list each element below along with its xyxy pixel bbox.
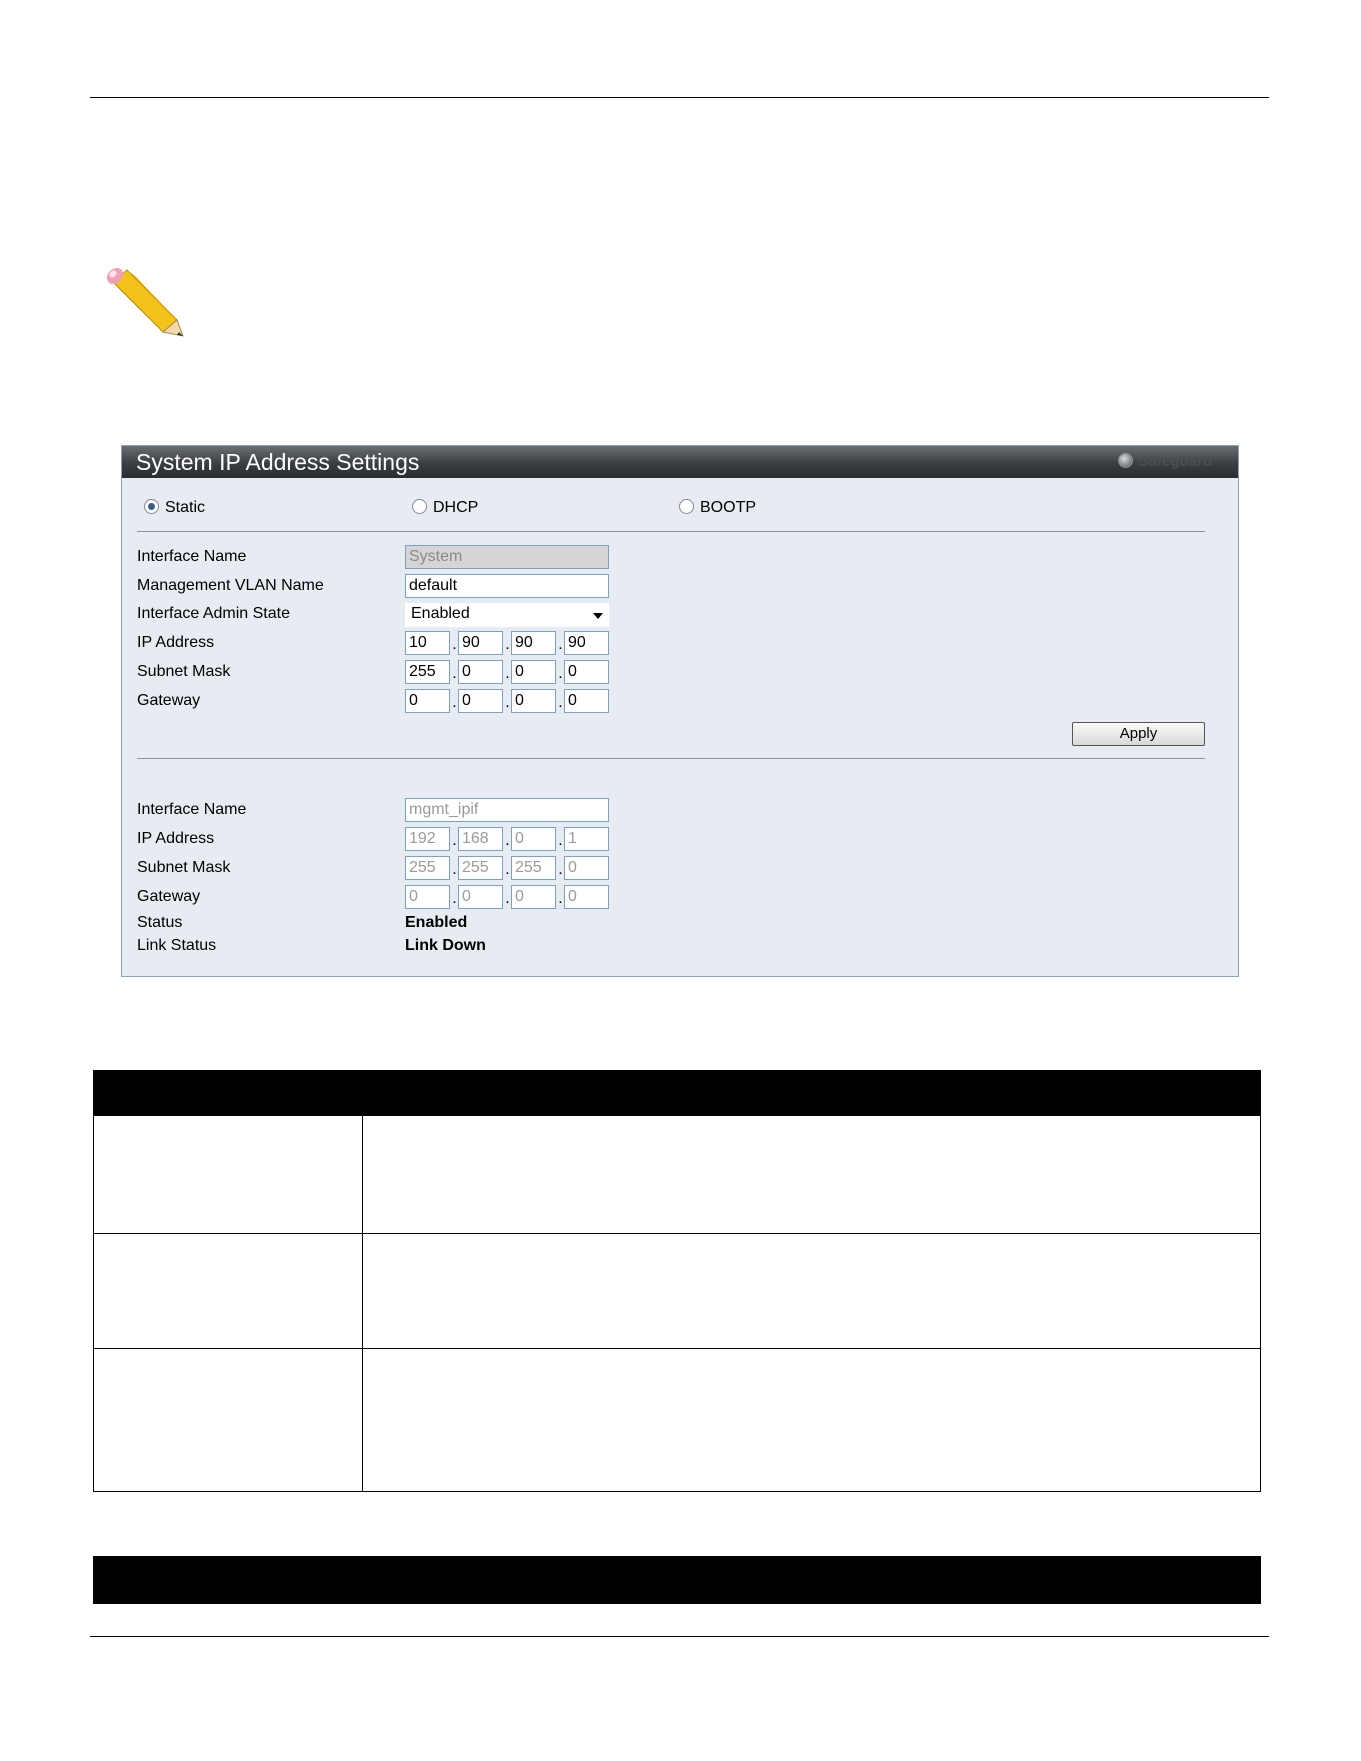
dot-sep: . <box>558 890 563 907</box>
mask-octet-2[interactable]: 0 <box>458 660 503 684</box>
mgmt-link-status-value: Link Down <box>405 937 486 954</box>
mgmt-interface-name-field: mgmt_ipif <box>405 798 609 822</box>
table-header <box>93 1556 1261 1604</box>
mgmt-vlan-label: Management VLAN Name <box>137 577 324 594</box>
mode-radio-static[interactable] <box>144 499 205 517</box>
mgmt-mask-octet-3: 255 <box>511 856 556 880</box>
mgmt-ip-address-label: IP Address <box>137 830 215 847</box>
mgmt-mask-octet-4: 0 <box>564 856 609 880</box>
pencil-icon <box>105 262 185 342</box>
dot-sep: . <box>505 890 510 907</box>
mgmt-subnet-mask-label: Subnet Mask <box>137 859 231 876</box>
mgmt-ip-octet-4: 1 <box>564 827 609 851</box>
interface-name-field: System <box>405 545 609 569</box>
ip-octet-1[interactable]: 10 <box>405 631 450 655</box>
interface-name-label: Interface Name <box>137 548 247 565</box>
radio-static[interactable] <box>144 499 159 514</box>
dot-sep: . <box>505 636 510 653</box>
ip-octet-3[interactable]: 90 <box>511 631 556 655</box>
mgmt-mask-octet-1: 255 <box>405 856 450 880</box>
system-ip-settings-panel <box>121 445 1239 977</box>
ip-octet-4[interactable]: 90 <box>564 631 609 655</box>
table-row <box>93 1234 1261 1349</box>
safeguard-indicator-icon <box>1118 453 1133 468</box>
radio-dhcp[interactable] <box>412 499 427 514</box>
mgmt-link-status-label: Link Status <box>137 937 217 954</box>
dot-sep: . <box>452 890 457 907</box>
gateway-octet-3[interactable]: 0 <box>511 689 556 713</box>
gateway-octet-4[interactable]: 0 <box>564 689 609 713</box>
column-divider <box>362 1349 363 1491</box>
mask-octet-4[interactable]: 0 <box>564 660 609 684</box>
column-divider <box>362 1116 363 1233</box>
mask-octet-1[interactable]: 255 <box>405 660 450 684</box>
dot-sep: . <box>505 832 510 849</box>
table-header <box>93 1070 1261 1116</box>
dot-sep: . <box>452 832 457 849</box>
mgmt-mask-octet-2: 255 <box>458 856 503 880</box>
admin-state-select[interactable] <box>405 603 609 627</box>
gateway-octet-2[interactable]: 0 <box>458 689 503 713</box>
safeguard-label: Safeguard <box>1138 453 1212 470</box>
mgmt-ip-octet-1: 192 <box>405 827 450 851</box>
mgmt-gateway-octet-4: 0 <box>564 885 609 909</box>
apply-button[interactable]: Apply <box>1072 722 1205 746</box>
chevron-down-icon <box>593 613 603 619</box>
dot-sep: . <box>505 665 510 682</box>
dot-sep: . <box>452 861 457 878</box>
dot-sep: . <box>558 832 563 849</box>
dot-sep: . <box>558 694 563 711</box>
dot-sep: . <box>558 636 563 653</box>
admin-state-label: Interface Admin State <box>137 605 290 622</box>
mode-radio-bootp[interactable] <box>679 499 756 517</box>
mgmt-gateway-octet-2: 0 <box>458 885 503 909</box>
divider <box>137 758 1205 759</box>
radio-bootp-label: BOOTP <box>700 499 757 516</box>
mgmt-ip-octet-2: 168 <box>458 827 503 851</box>
table-row <box>93 1349 1261 1492</box>
column-divider <box>362 1234 363 1348</box>
dot-sep: . <box>452 694 457 711</box>
divider <box>137 531 1205 532</box>
mgmt-status-label: Status <box>137 914 183 931</box>
header-rule <box>90 97 1269 98</box>
dot-sep: . <box>505 694 510 711</box>
dot-sep: . <box>452 665 457 682</box>
mgmt-gateway-label: Gateway <box>137 888 201 905</box>
mgmt-interface-name-label: Interface Name <box>137 801 247 818</box>
dot-sep: . <box>505 861 510 878</box>
panel-title: System IP Address Settings <box>136 449 420 475</box>
mgmt-vlan-input[interactable]: default <box>405 574 609 598</box>
ip-octet-2[interactable]: 90 <box>458 631 503 655</box>
mgmt-ip-octet-3: 0 <box>511 827 556 851</box>
mgmt-status-value: Enabled <box>405 914 468 931</box>
panel-header <box>122 446 1238 478</box>
gateway-octet-1[interactable]: 0 <box>405 689 450 713</box>
footer-rule <box>90 1636 1269 1637</box>
mgmt-gateway-octet-1: 0 <box>405 885 450 909</box>
radio-dhcp-label: DHCP <box>433 499 479 516</box>
dot-sep: . <box>452 636 457 653</box>
gateway-label: Gateway <box>137 692 201 709</box>
mgmt-gateway-octet-3: 0 <box>511 885 556 909</box>
radio-bootp[interactable] <box>679 499 694 514</box>
safeguard-indicator[interactable] <box>1118 453 1212 470</box>
dot-sep: . <box>558 665 563 682</box>
table-row <box>93 1116 1261 1234</box>
admin-state-value: Enabled <box>411 605 470 622</box>
ip-address-label: IP Address <box>137 634 215 651</box>
mode-radio-dhcp[interactable] <box>412 499 478 517</box>
mask-octet-3[interactable]: 0 <box>511 660 556 684</box>
radio-static-label: Static <box>165 499 206 516</box>
subnet-mask-label: Subnet Mask <box>137 663 231 680</box>
dot-sep: . <box>558 861 563 878</box>
